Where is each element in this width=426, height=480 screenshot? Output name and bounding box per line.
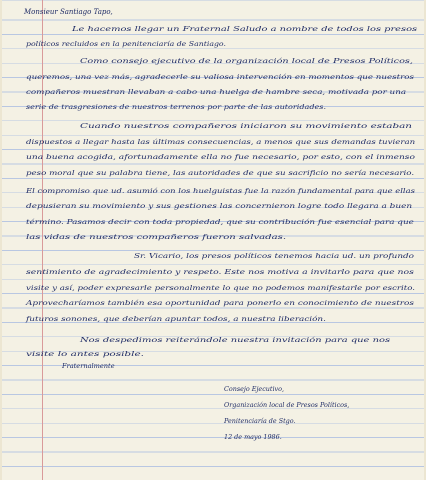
letter-line: peso moral que su palabra tiene, las autoridades de que su sacrificio no sería necesario. — [26, 169, 415, 177]
letter-line: Cuando nuestros compañeros iniciaron su movimiento estaban — [80, 122, 413, 130]
letter-line: visite y así, poder expresarle personalmente lo que no podemos manifestarle por escrito. — [26, 284, 416, 292]
letter-line: serie de trasgresiones de nuestros terrenos por parte de las autoridades. — [26, 103, 327, 111]
salutation: Monsieur Santiago Tapo, — [24, 8, 113, 16]
signature-date: 12 de mayo 1986. — [224, 433, 282, 441]
letter-line: dispuestos a llegar hasta las últimas consecuencias, a menos que sus demandas tuvieran — [26, 138, 416, 146]
signature-place: Penitenciaría de Stgo. — [224, 417, 296, 425]
letter-line: una buena acogida, afortunadamente ella no fue necesario, por esto, con el inmenso — [26, 153, 415, 161]
letter-line: visite lo antes posible. — [26, 350, 145, 358]
letter-line: El compromiso que ud. asumió con los huelguistas fue la razón fundamental para que ellas — [26, 187, 415, 195]
signature-council: Consejo Ejecutivo, — [224, 385, 284, 393]
letter-line: políticos recluidos en la penitenciaría de Santiago. — [26, 40, 226, 48]
letter-line: las vidas de nuestros compañeros fueron salvadas. — [26, 233, 287, 241]
letter-line: sentimiento de agradecimiento y respeto. Este nos motiva a invitarlo para que nos — [26, 268, 414, 276]
letter-line: Le hacemos llegar un Fraternal Saludo a nombre de todos los presos — [72, 25, 418, 33]
letter-line: Aprovecharíamos también esa oportunidad para ponerlo en conocimiento de nuestros — [26, 299, 414, 307]
letter-line: queremos, una vez más, agradecerle su valiosa intervención en momentos que nuestros — [26, 73, 414, 81]
letter-line: futuros sonones, que deberían apuntar todos, a nuestra liberación. — [26, 315, 326, 323]
letter-line: depusieran su movimiento y sus gestiones las concernieron logre todo llegara a buen — [26, 202, 413, 210]
letter-line: Sr. Vicario, los presos políticos tenemos hacia ud. un profundo — [134, 252, 415, 260]
letter-line: compañeros muestran llevaban a cabo una huelga de hambre seca, motivada por una — [26, 88, 407, 96]
closing: Fraternalmente — [62, 362, 115, 370]
letter-line: Nos despedimos reiterándole nuestra invitación para que nos — [80, 336, 391, 344]
signature-organization: Organización local de Presos Políticos, — [224, 401, 350, 409]
letter-page — [2, 0, 424, 480]
letter-line: término. Pasamos decir con toda propiedad, que su contribución fue esencial para que — [26, 218, 414, 226]
letter-line: Como consejo ejecutivo de la organización local de Presos Políticos, — [80, 57, 413, 65]
